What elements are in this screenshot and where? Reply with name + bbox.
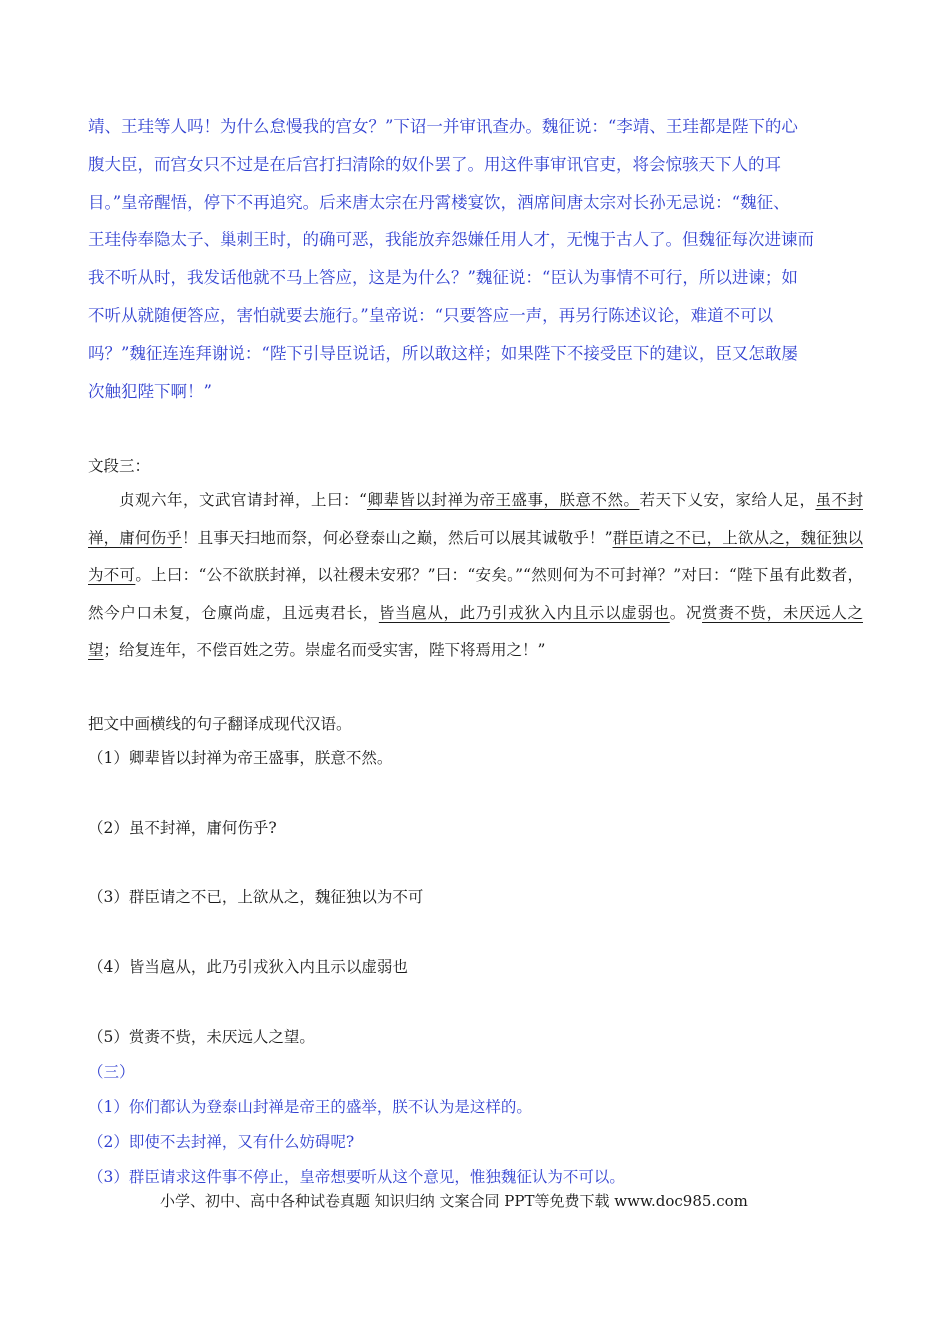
translation-line: 不听从就随便答应，害怕就要去施行。”皇帝说：“只要答应一声，再另行陈述议论，难道不可以	[88, 305, 774, 325]
passage-text: 。况	[669, 603, 703, 622]
passage-text: ；给复连年，不偿百姓之劳。崇虚名而受实害，陛下将焉用之！”	[103, 641, 546, 660]
answer-3: （3）群臣请求这件事不停止，皇帝想要听从这个意见，惟独魏征认为不可以。	[88, 1168, 625, 1186]
passage-text: ！且事天扫地而祭，何必登泰山之巅，然后可以展其诚敬乎！”	[181, 528, 613, 547]
passage-text: 。上曰：“公不欲朕封禅，以社稷未安邪？”曰：“安矣。”“然则何为不可封禅？”对曰：“陛下虽有此数者，然今户口未复，仓廪尚虚，且远夷君长，	[88, 566, 863, 622]
classical-passage	[88, 482, 863, 670]
translation-line: 王珪侍奉隐太子、巢刺王时，的确可恶，我能放弃怨嫌任用人才，无愧于古人了。但魏征每次进谏而	[88, 230, 814, 250]
translation-line: 吗？”魏征连连拜谢说：“陛下引导臣说话，所以敢这样；如果陛下不接受臣下的建议，臣又怎敢屡	[88, 343, 798, 363]
underlined-sentence-2: 虽不封禅，庸何伤乎	[88, 491, 863, 547]
passage-text: 贞观六年，文武官请封禅，上曰：“	[119, 491, 367, 509]
translation-line: 我不听从时，我发话他就不马上答应，这是为什么？”魏征说：“臣认为事情不可行，所以进谏；如	[88, 268, 798, 288]
instruction-text: 把文中画横线的句子翻译成现代汉语。	[88, 715, 352, 733]
translation-line: 腹大臣，而宫女只不过是在后宫打扫清除的奴仆罢了。用这件事审讯官吏，将会惊骇天下人的耳	[88, 154, 781, 174]
page-footer: 小学、初中、高中各种试卷真题 知识归纳 文案合同 PPT等免费下载 www.doc985.com	[160, 1192, 748, 1210]
question-4: （4）皆当扈从，此乃引戎狄入内且示以虚弱也	[88, 958, 408, 976]
question-3: （3）群臣请之不已，上欲从之，魏征独以为不可	[88, 888, 424, 906]
answer-2: （2）即使不去封禅，又有什么妨碍呢?	[88, 1133, 355, 1151]
answer-1: （1）你们都认为登泰山封禅是帝王的盛举，朕不认为是这样的。	[88, 1098, 532, 1116]
underlined-sentence-4: 皆当扈从，此乃引戎狄入内且示以虚弱也	[378, 603, 670, 622]
underlined-sentence-5: 赏赉不赀，未厌远人之望	[88, 603, 863, 660]
section-label: 文段三：	[88, 457, 151, 475]
translation-line: 靖、王珪等人吗！为什么怠慢我的宫女？”下诏一并审讯查办。魏征说：“李靖、王珪都是陛下的心	[88, 117, 798, 136]
underlined-sentence-3: 群臣请之不已，上欲从之，魏征独以为不可	[88, 528, 863, 585]
translation-line: 目。”皇帝醒悟，停下不再追究。后来唐太宗在丹霄楼宴饮，酒席间唐太宗对长孙无忌说：“魏征、	[88, 192, 790, 212]
passage-text: 若天下乂安，家给人足，	[639, 491, 816, 509]
underlined-sentence-1: 卿辈皆以封禅为帝王盛事，朕意不然。	[366, 491, 640, 509]
translation-line: 次触犯陛下啊！”	[88, 381, 212, 401]
question-5: （5）赏赉不赀，未厌远人之望。	[88, 1028, 315, 1046]
question-2: （2）虽不封禅，庸何伤乎?	[88, 819, 277, 837]
translation-paragraph	[88, 108, 863, 410]
question-1: （1）卿辈皆以封禅为帝王盛事，朕意不然。	[88, 749, 393, 767]
answer-header: （三）	[88, 1063, 135, 1081]
